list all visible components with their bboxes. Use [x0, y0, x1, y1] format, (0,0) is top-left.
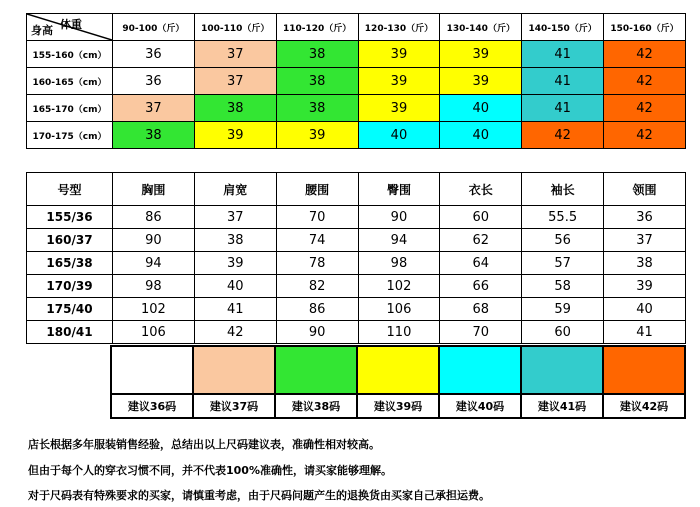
legend-swatch — [193, 346, 275, 394]
measurement-cell: 60 — [440, 206, 522, 229]
size-cell: 39 — [194, 122, 276, 149]
measurement-col-header: 腰围 — [276, 173, 358, 206]
measurement-cell: 68 — [440, 298, 522, 321]
measurement-row — [27, 206, 686, 229]
measurement-cell: 94 — [358, 229, 440, 252]
size-cell: 37 — [194, 68, 276, 95]
size-cell: 39 — [358, 95, 440, 122]
height-row-header: 160-165（cm） — [27, 68, 113, 95]
size-cell: 42 — [604, 68, 686, 95]
legend-swatch — [603, 346, 685, 394]
size-table-header-row — [27, 14, 686, 41]
size-table-row — [27, 122, 686, 149]
measurement-cell: 40 — [194, 275, 276, 298]
size-code-cell: 155/36 — [27, 206, 113, 229]
measurement-col-header: 领围 — [604, 173, 686, 206]
measurement-col-header: 衣长 — [440, 173, 522, 206]
measurement-cell: 38 — [604, 252, 686, 275]
size-cell: 42 — [604, 122, 686, 149]
height-row-header: 170-175（cm） — [27, 122, 113, 149]
measurement-col-header: 袖长 — [522, 173, 604, 206]
measurement-cell: 36 — [604, 206, 686, 229]
legend-label-row — [111, 394, 685, 418]
height-row-header: 155-160（cm） — [27, 41, 113, 68]
measurement-cell: 70 — [276, 206, 358, 229]
size-table-row — [27, 68, 686, 95]
size-cell: 38 — [276, 41, 358, 68]
note-line-2: 但由于每个人的穿衣习惯不同，并不代表100%准确性，请买家能够理解。 — [28, 464, 392, 477]
measurement-cell: 78 — [276, 252, 358, 275]
measurement-cell: 42 — [194, 321, 276, 344]
measurement-row — [27, 321, 686, 344]
size-cell: 42 — [604, 41, 686, 68]
measurement-table — [26, 172, 686, 344]
legend-swatch — [275, 346, 357, 394]
measurement-cell: 102 — [358, 275, 440, 298]
measurement-cell: 37 — [604, 229, 686, 252]
size-code-cell: 180/41 — [27, 321, 113, 344]
measurement-cell: 39 — [194, 252, 276, 275]
measurement-col-header: 胸围 — [113, 173, 195, 206]
measurement-cell: 57 — [522, 252, 604, 275]
size-code-cell: 175/40 — [27, 298, 113, 321]
measurement-cell: 62 — [440, 229, 522, 252]
note-line-1: 店长根据多年服装销售经验，总结出以上尺码建议表，准确性相对较高。 — [28, 438, 380, 451]
size-cell: 42 — [604, 95, 686, 122]
size-cell: 41 — [522, 41, 604, 68]
size-cell: 40 — [440, 122, 522, 149]
size-code-cell: 170/39 — [27, 275, 113, 298]
measurement-cell: 66 — [440, 275, 522, 298]
size-cell: 39 — [358, 68, 440, 95]
corner-height-label: 身高 — [31, 24, 53, 37]
legend-label: 建议41码 — [521, 394, 603, 418]
size-cell: 38 — [276, 95, 358, 122]
size-cell: 38 — [276, 68, 358, 95]
legend-swatch-row — [111, 346, 685, 394]
note-line-3: 对于尺码表有特殊要求的买家，请慎重考虑，由于尺码问题产生的退换货由买家自己承担运费。 — [28, 489, 490, 502]
measurement-cell: 94 — [113, 252, 195, 275]
weight-col-header: 150-160（斤） — [604, 14, 686, 41]
measurement-cell: 74 — [276, 229, 358, 252]
measurement-cell: 106 — [358, 298, 440, 321]
measurement-cell: 90 — [113, 229, 195, 252]
legend-swatch — [439, 346, 521, 394]
measurement-col-header: 臀围 — [358, 173, 440, 206]
size-cell: 39 — [440, 68, 522, 95]
measurement-cell: 58 — [522, 275, 604, 298]
measurement-cell: 56 — [522, 229, 604, 252]
measurement-cell: 40 — [604, 298, 686, 321]
measurement-cell: 60 — [522, 321, 604, 344]
measurement-header-row — [27, 173, 686, 206]
measurement-cell: 64 — [440, 252, 522, 275]
measurement-cell: 41 — [604, 321, 686, 344]
size-table-row — [27, 95, 686, 122]
size-table-corner — [27, 14, 113, 41]
corner-weight-label: 体重 — [60, 18, 82, 31]
legend-label: 建议42码 — [603, 394, 685, 418]
measurement-cell: 102 — [113, 298, 195, 321]
measurement-cell: 86 — [113, 206, 195, 229]
weight-col-header: 140-150（斤） — [522, 14, 604, 41]
measurement-cell: 59 — [522, 298, 604, 321]
measurement-cell: 98 — [113, 275, 195, 298]
weight-col-header: 100-110（斤） — [194, 14, 276, 41]
weight-col-header: 120-130（斤） — [358, 14, 440, 41]
legend-swatch — [521, 346, 603, 394]
measurement-row — [27, 252, 686, 275]
size-cell: 36 — [113, 41, 195, 68]
legend-swatch — [357, 346, 439, 394]
size-cell: 40 — [440, 95, 522, 122]
measurement-cell: 55.5 — [522, 206, 604, 229]
size-cell: 36 — [113, 68, 195, 95]
legend-label: 建议39码 — [357, 394, 439, 418]
measurement-col-header: 号型 — [27, 173, 113, 206]
legend-label: 建议36码 — [111, 394, 193, 418]
weight-col-header: 130-140（斤） — [440, 14, 522, 41]
height-row-header: 165-170（cm） — [27, 95, 113, 122]
measurement-cell: 41 — [194, 298, 276, 321]
color-legend — [110, 345, 686, 419]
measurement-cell: 86 — [276, 298, 358, 321]
measurement-cell: 37 — [194, 206, 276, 229]
weight-col-header: 110-120（斤） — [276, 14, 358, 41]
legend-label: 建议38码 — [275, 394, 357, 418]
measurement-col-header: 肩宽 — [194, 173, 276, 206]
size-cell: 38 — [113, 122, 195, 149]
measurement-cell: 39 — [604, 275, 686, 298]
size-code-cell: 165/38 — [27, 252, 113, 275]
measurement-cell: 90 — [358, 206, 440, 229]
measurement-row — [27, 275, 686, 298]
size-cell: 40 — [358, 122, 440, 149]
measurement-cell: 90 — [276, 321, 358, 344]
measurement-row — [27, 229, 686, 252]
legend-label: 建议40码 — [439, 394, 521, 418]
measurement-cell: 98 — [358, 252, 440, 275]
size-code-cell: 160/37 — [27, 229, 113, 252]
weight-col-header: 90-100（斤） — [113, 14, 195, 41]
size-cell: 39 — [358, 41, 440, 68]
legend-label: 建议37码 — [193, 394, 275, 418]
size-cell: 37 — [113, 95, 195, 122]
measurement-cell: 110 — [358, 321, 440, 344]
measurement-row — [27, 298, 686, 321]
size-cell: 42 — [522, 122, 604, 149]
size-cell: 39 — [440, 41, 522, 68]
weight-height-size-table — [26, 13, 686, 149]
size-cell: 37 — [194, 41, 276, 68]
size-cell: 41 — [522, 68, 604, 95]
size-cell: 39 — [276, 122, 358, 149]
measurement-cell: 106 — [113, 321, 195, 344]
legend-swatch — [111, 346, 193, 394]
measurement-cell: 70 — [440, 321, 522, 344]
size-cell: 41 — [522, 95, 604, 122]
measurement-cell: 38 — [194, 229, 276, 252]
measurement-cell: 82 — [276, 275, 358, 298]
size-cell: 38 — [194, 95, 276, 122]
size-table-row — [27, 41, 686, 68]
